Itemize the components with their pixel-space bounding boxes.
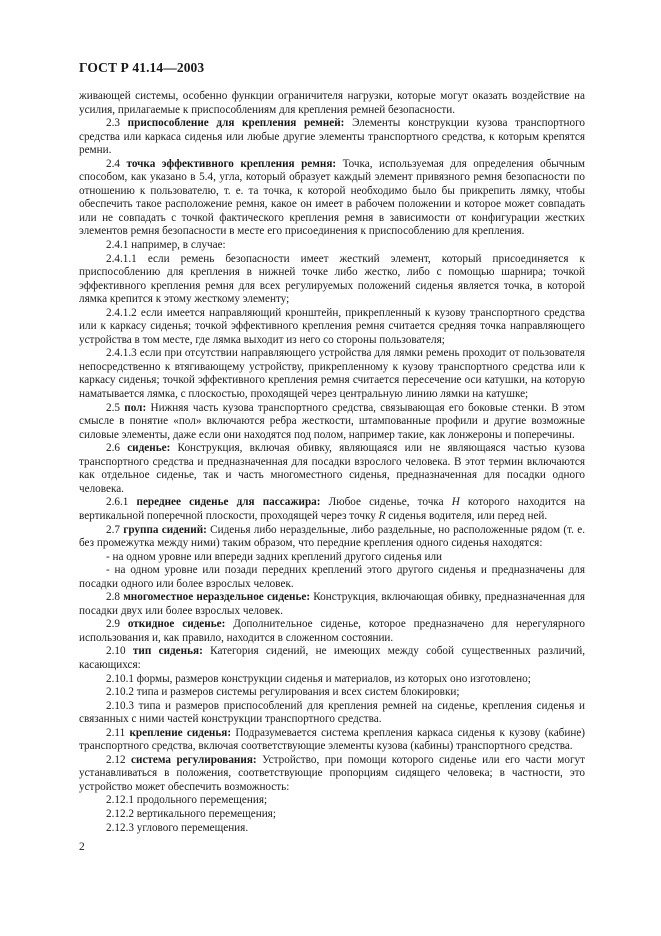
clause-2-6-1: 2.6.1 переднее сиденье для пассажира: Любое сиденье, точка H которого находится на вертикальной поперечной плоскости, проходящей через точку R сиденья водителя, или перед ней.: [79, 496, 586, 522]
term: приспособление для крепления ремней:: [127, 117, 345, 130]
document-body: [79, 90, 585, 835]
term: пол:: [124, 401, 147, 414]
term: крепление сиденья:: [129, 726, 232, 739]
term: группа сидений:: [123, 523, 207, 536]
clause-2-9: 2.9 откидное сиденье: Дополнительное сиденье, которое предназначено для нерегулярного использования и, как правило, находится в сложенном состоянии.: [79, 618, 585, 644]
term: сиденье:: [127, 442, 171, 455]
term: откидное сиденье:: [127, 618, 226, 631]
clause-2-12-2: 2.12.2 вертикального перемещения;: [106, 807, 276, 820]
clause-2-4: 2.4 точка эффективного крепления ремня: Точка, используемая для определения обычным способом, как указано в 5.4, угла, который образует каждый элемент привязного ремня безопасности по отношению к пользователю, т. е. та точка, к которой необходимо было бы прикрепить лямку, чтобы обеспечить такое расположение ремня, какое он имеет в рабочем положении и которое может совпадать или не совпадать с точкой фактического крепления ремня в зависимости от конфигурации жестких элементов ремня безопасности в месте его присоединения к приспособлению для крепления.: [79, 157, 586, 238]
term: переднее сиденье для пассажира:: [136, 496, 321, 509]
clause-2-4-1-1: 2.4.1.1 если ремень безопасности имеет жесткий элемент, который присоединяется к приспособлению для крепления в нижней точке либо жестко, либо с помощью шарнира; точкой эффективного крепления ремня для всех регулируемых положений сиденья является точка, в которой лямка крепится к этому жесткому элементу;: [79, 252, 585, 306]
clause-2-12-1: 2.12.1 продольного перемещения;: [106, 794, 268, 807]
list-item: - на одном уровне или впереди задних креплений другого сиденья или: [106, 550, 443, 563]
clause-2-4-1-3: 2.4.1.3 если при отсутствии направляющего устройства для лямки ремень проходит от пользователя непосредственно к втягивающему устройству, прикрепленному к кузову транспортного средства или к каркасу сиденья; точкой эффективного крепления ремня считается пересечение оси катушки, на которую наматывается лямка, с плоскостью, проходящей через центральную линию лямки на катушке;: [79, 347, 586, 401]
clause-2-4-1: 2.4.1 например, в случае:: [106, 239, 226, 252]
clause-2-7: 2.7 группа сидений: Сиденья либо нераздельные, либо раздельные, но расположенные рядом (т. е. без промежутка между ними) таким образом, что передние крепления одного сиденья находятся:: [79, 523, 586, 550]
term: многоместное нераздельное сиденье:: [123, 591, 311, 604]
clause-2-10-1: 2.10.1 формы, размеров конструкции сиденья и материалов, из которых оно изготовлено;: [106, 672, 531, 685]
term: тип сиденья:: [132, 645, 203, 658]
clause-2-3: 2.3 приспособление для крепления ремней: Элементы конструкции кузова транспортного средства или каркаса сиденья или любые другие элементы транспортного средства, к которым крепятся ремни.: [79, 117, 586, 157]
list-item: - на одном уровне или позади передних креплений этого другого сиденья и предназначены для посадки одного или более взрослых человек.: [79, 564, 585, 590]
clause-2-12-3: 2.12.3 углового перемещения.: [106, 821, 249, 834]
clause-2-6: 2.6 сиденье: Конструкция, включая обивку, являющаяся или не являющаяся частью кузова транспортного средства и предназначенная для посадки взрослого человека. В этот термин включаются как отдельное сиденье, так и часть многоместного сиденья, предназначенная для посадки одного человека.: [79, 442, 586, 495]
clause-2-12: 2.12 система регулирования: Устройство, при помощи которого сиденье или его части могут устанавливаться в положения, соответствующие пропорциям сидящего человека; в частности, это устройство может обеспечить возможность:: [79, 753, 586, 793]
clause-2-10-3: 2.10.3 типа и размеров приспособлений для крепления ремней на сиденье, крепления сиденья и связанных с ними частей конструкции транспортного средства.: [79, 699, 585, 726]
document-header: ГОСТ Р 41.14—2003: [79, 60, 205, 75]
clause-2-11: 2.11 крепление сиденья: Подразумевается система крепления каркаса сиденья к кузову (кабине) транспортного средства, включая соответствующие элементы кузова (кабины) транспортного средства.: [79, 726, 586, 753]
term: точка эффективного крепления ремня:: [126, 157, 337, 170]
paragraph-continuation: живающей системы, особенно функции ограничителя нагрузки, которые могут оказать воздействие на усилия, прилагаемые к приспособлениям для крепления ремней безопасности.: [79, 90, 585, 116]
clause-2-5: 2.5 пол: Нижняя часть кузова транспортного средства, связывающая его боковые стенки. В этом смысле в понятие «пол» включаются ребра жесткости, штампованные профили и другие возможные силовые элементы, даже если они находятся под полом, например такие, как лонжероны и поперечины.: [79, 401, 585, 441]
clause-2-4-1-2: 2.4.1.2 если имеется направляющий кронштейн, прикрепленный к кузову транспортного средства или к каркасу сиденья; точкой эффективного крепления ремня считается средняя точка направляющего устройства в том месте, где лямка выходит из него со стороны пользователя;: [79, 306, 586, 346]
clause-2-10-2: 2.10.2 типа и размеров системы регулирования и всех систем блокировки;: [106, 686, 460, 699]
term: система регулирования:: [131, 753, 257, 766]
clause-2-8: 2.8 многоместное нераздельное сиденье: Конструкция, включающая обивку, предназначенная для посадки двух или более взрослых человек.: [79, 591, 586, 617]
clause-2-10: 2.10 тип сиденья: Категория сидений, не имеющих между собой существенных различий, касающихся:: [79, 645, 585, 671]
page-number: 2: [79, 841, 85, 853]
